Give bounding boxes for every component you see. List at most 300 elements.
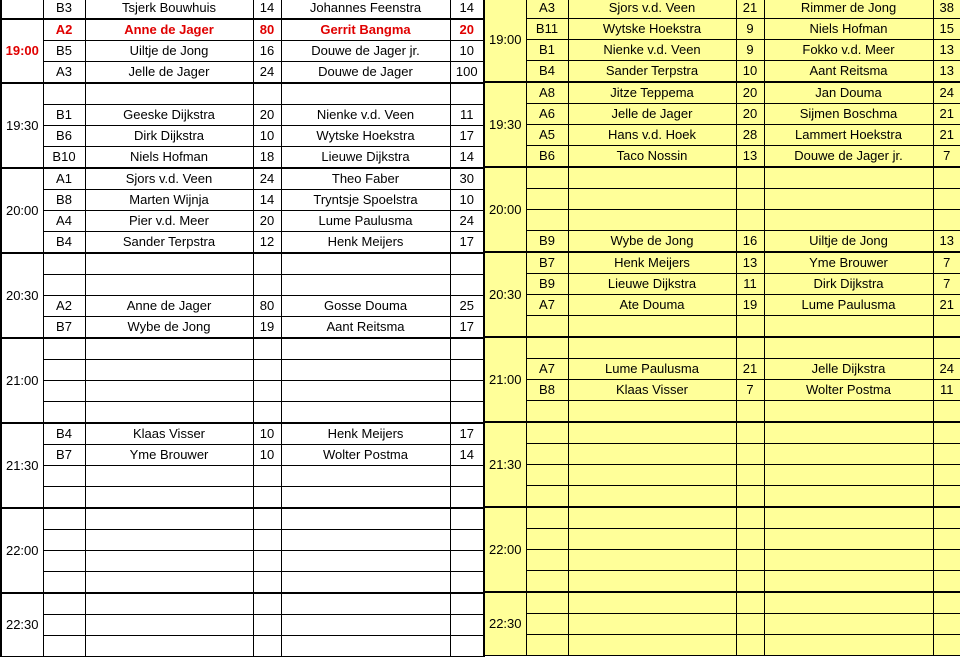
score2-cell bbox=[933, 167, 960, 189]
player1-cell: Klaas Visser bbox=[568, 380, 736, 401]
player1-cell: Wybe de Jong bbox=[85, 317, 253, 339]
score1-cell bbox=[736, 529, 764, 550]
court-cell bbox=[526, 422, 568, 444]
schedule-row bbox=[484, 295, 960, 316]
score2-cell: 21 bbox=[933, 295, 960, 316]
schedule-row bbox=[484, 231, 960, 253]
schedule-row bbox=[1, 338, 484, 360]
player1-cell bbox=[85, 508, 253, 530]
player2-cell bbox=[764, 550, 933, 571]
time-slot-cell: 19:00 bbox=[484, 0, 526, 82]
score2-cell: 13 bbox=[933, 61, 960, 83]
player2-cell: Lume Paulusma bbox=[281, 211, 450, 232]
schedule-row bbox=[1, 232, 484, 254]
player2-cell: Douwe de Jager jr. bbox=[281, 41, 450, 62]
court-cell bbox=[526, 210, 568, 231]
schedule-row bbox=[1, 508, 484, 530]
schedule-row bbox=[484, 104, 960, 125]
player1-cell bbox=[85, 83, 253, 105]
score2-cell bbox=[450, 487, 484, 509]
score2-cell bbox=[450, 551, 484, 572]
court-cell: A8 bbox=[526, 82, 568, 104]
player1-cell bbox=[85, 615, 253, 636]
schedule-row bbox=[484, 337, 960, 359]
player1-cell bbox=[85, 253, 253, 275]
player1-cell: Taco Nossin bbox=[568, 146, 736, 168]
player1-cell: Wybe de Jong bbox=[568, 231, 736, 253]
time-slot-cell: 22:00 bbox=[484, 507, 526, 592]
schedule-row bbox=[484, 61, 960, 83]
score1-cell bbox=[253, 593, 281, 615]
score1-cell bbox=[253, 381, 281, 402]
score2-cell bbox=[933, 422, 960, 444]
court-cell bbox=[43, 551, 85, 572]
player2-cell bbox=[281, 572, 450, 594]
score1-cell bbox=[736, 422, 764, 444]
score2-cell bbox=[933, 486, 960, 508]
player1-cell: Uiltje de Jong bbox=[85, 41, 253, 62]
player2-cell bbox=[764, 316, 933, 338]
score1-cell bbox=[736, 444, 764, 465]
score2-cell bbox=[933, 529, 960, 550]
player1-cell: Sander Terpstra bbox=[568, 61, 736, 83]
score2-cell: 100 bbox=[450, 62, 484, 84]
court-cell: B8 bbox=[43, 190, 85, 211]
court-cell: B7 bbox=[43, 445, 85, 466]
time-slot-cell: 21:00 bbox=[1, 338, 43, 423]
court-cell bbox=[526, 592, 568, 614]
player2-cell bbox=[764, 401, 933, 423]
court-cell bbox=[43, 381, 85, 402]
court-cell bbox=[43, 615, 85, 636]
score2-cell bbox=[933, 465, 960, 486]
time-slot-cell: 20:30 bbox=[1, 253, 43, 338]
score2-cell bbox=[933, 614, 960, 635]
schedule-row bbox=[484, 401, 960, 423]
schedule-row bbox=[1, 317, 484, 339]
schedule-row bbox=[1, 211, 484, 232]
schedule-row bbox=[484, 146, 960, 168]
score1-cell: 20 bbox=[736, 82, 764, 104]
court-cell: A3 bbox=[43, 62, 85, 84]
score1-cell: 10 bbox=[736, 61, 764, 83]
score1-cell bbox=[253, 572, 281, 594]
player1-cell: Tsjerk Bouwhuis bbox=[85, 0, 253, 19]
score1-cell: 11 bbox=[736, 274, 764, 295]
score2-cell: 24 bbox=[933, 359, 960, 380]
schedule-row bbox=[484, 125, 960, 146]
player2-cell: Niels Hofman bbox=[764, 19, 933, 40]
schedule-row bbox=[484, 422, 960, 444]
schedule-row bbox=[484, 571, 960, 593]
score1-cell: 24 bbox=[253, 168, 281, 190]
schedule-row bbox=[1, 41, 484, 62]
score2-cell bbox=[933, 189, 960, 210]
player1-cell: Yme Brouwer bbox=[85, 445, 253, 466]
score1-cell: 24 bbox=[253, 62, 281, 84]
player2-cell bbox=[764, 507, 933, 529]
schedule-row bbox=[484, 359, 960, 380]
score1-cell: 28 bbox=[736, 125, 764, 146]
score1-cell: 21 bbox=[736, 0, 764, 19]
court-cell: A4 bbox=[43, 211, 85, 232]
player1-cell bbox=[568, 614, 736, 635]
player2-cell bbox=[281, 636, 450, 657]
court-cell: B6 bbox=[526, 146, 568, 168]
score2-cell bbox=[450, 338, 484, 360]
player1-cell: Henk Meijers bbox=[568, 252, 736, 274]
player2-cell: Aant Reitsma bbox=[281, 317, 450, 339]
score1-cell bbox=[736, 592, 764, 614]
player2-cell bbox=[281, 402, 450, 424]
player1-cell bbox=[85, 338, 253, 360]
score2-cell: 24 bbox=[933, 82, 960, 104]
schedule-row bbox=[484, 486, 960, 508]
schedule-row bbox=[484, 82, 960, 104]
court-cell: A6 bbox=[526, 104, 568, 125]
schedule-row bbox=[1, 572, 484, 594]
right-schedule-table bbox=[483, 0, 960, 656]
score1-cell bbox=[736, 550, 764, 571]
schedule-row bbox=[1, 381, 484, 402]
schedule-row bbox=[484, 252, 960, 274]
court-cell: A3 bbox=[526, 0, 568, 19]
score2-cell bbox=[450, 615, 484, 636]
score1-cell bbox=[736, 167, 764, 189]
court-cell bbox=[526, 401, 568, 423]
court-cell bbox=[43, 253, 85, 275]
score1-cell: 80 bbox=[253, 296, 281, 317]
court-cell bbox=[43, 636, 85, 657]
time-slot-cell: 19:30 bbox=[484, 82, 526, 167]
court-cell: A2 bbox=[43, 296, 85, 317]
schedule-row bbox=[1, 105, 484, 126]
court-cell: B1 bbox=[526, 40, 568, 61]
score1-cell: 13 bbox=[736, 146, 764, 168]
player2-cell bbox=[281, 360, 450, 381]
player2-cell bbox=[764, 465, 933, 486]
schedule-row bbox=[484, 592, 960, 614]
time-slot-cell: 22:30 bbox=[1, 593, 43, 657]
score2-cell: 14 bbox=[450, 0, 484, 19]
score2-cell: 14 bbox=[450, 147, 484, 169]
player1-cell bbox=[85, 636, 253, 657]
score2-cell bbox=[933, 210, 960, 231]
score1-cell: 21 bbox=[736, 359, 764, 380]
player2-cell: Henk Meijers bbox=[281, 423, 450, 445]
schedule-row bbox=[1, 530, 484, 551]
court-cell: B8 bbox=[526, 380, 568, 401]
player1-cell bbox=[85, 593, 253, 615]
player2-cell: Lieuwe Dijkstra bbox=[281, 147, 450, 169]
score2-cell: 38 bbox=[933, 0, 960, 19]
score2-cell: 17 bbox=[450, 423, 484, 445]
court-cell: B9 bbox=[526, 274, 568, 295]
player1-cell bbox=[568, 444, 736, 465]
schedule-row bbox=[1, 593, 484, 615]
score1-cell bbox=[736, 486, 764, 508]
player2-cell bbox=[764, 592, 933, 614]
player2-cell: Uiltje de Jong bbox=[764, 231, 933, 253]
schedule-row bbox=[1, 62, 484, 84]
score2-cell: 24 bbox=[450, 211, 484, 232]
player2-cell: Theo Faber bbox=[281, 168, 450, 190]
player2-cell bbox=[764, 614, 933, 635]
schedule-row bbox=[1, 445, 484, 466]
player1-cell: Jelle de Jager bbox=[568, 104, 736, 125]
player1-cell bbox=[568, 210, 736, 231]
player1-cell: Anne de Jager bbox=[85, 19, 253, 41]
player2-cell bbox=[281, 551, 450, 572]
player1-cell bbox=[85, 487, 253, 509]
score1-cell: 12 bbox=[253, 232, 281, 254]
player2-cell bbox=[281, 253, 450, 275]
player1-cell: Jelle de Jager bbox=[85, 62, 253, 84]
score1-cell bbox=[253, 466, 281, 487]
schedule-row bbox=[1, 360, 484, 381]
time-slot-cell bbox=[1, 0, 43, 19]
player2-cell: Douwe de Jager bbox=[281, 62, 450, 84]
court-cell bbox=[43, 466, 85, 487]
score1-cell: 19 bbox=[736, 295, 764, 316]
player2-cell bbox=[281, 466, 450, 487]
score1-cell bbox=[253, 402, 281, 424]
score2-cell bbox=[450, 381, 484, 402]
player1-cell: Marten Wijnja bbox=[85, 190, 253, 211]
schedule-row bbox=[484, 19, 960, 40]
court-cell bbox=[43, 530, 85, 551]
time-slot-cell: 21:00 bbox=[484, 337, 526, 422]
court-cell bbox=[43, 83, 85, 105]
player1-cell bbox=[568, 189, 736, 210]
court-cell bbox=[526, 465, 568, 486]
player1-cell: Nienke v.d. Veen bbox=[568, 40, 736, 61]
schedule-row bbox=[484, 40, 960, 61]
player2-cell bbox=[764, 571, 933, 593]
player1-cell bbox=[85, 572, 253, 594]
score1-cell bbox=[736, 635, 764, 656]
score2-cell bbox=[450, 572, 484, 594]
score2-cell: 21 bbox=[933, 104, 960, 125]
player2-cell: Fokko v.d. Meer bbox=[764, 40, 933, 61]
schedule-row bbox=[484, 189, 960, 210]
score2-cell bbox=[933, 592, 960, 614]
court-cell: B5 bbox=[43, 41, 85, 62]
player2-cell bbox=[281, 530, 450, 551]
player2-cell bbox=[764, 635, 933, 656]
court-cell bbox=[526, 337, 568, 359]
court-cell bbox=[43, 508, 85, 530]
court-cell: B4 bbox=[43, 232, 85, 254]
court-cell bbox=[43, 360, 85, 381]
court-cell bbox=[43, 487, 85, 509]
court-cell bbox=[526, 529, 568, 550]
time-slot-cell: 20:00 bbox=[484, 167, 526, 252]
score1-cell bbox=[736, 507, 764, 529]
score1-cell bbox=[736, 465, 764, 486]
court-cell: B7 bbox=[526, 252, 568, 274]
player2-cell bbox=[764, 422, 933, 444]
player1-cell bbox=[568, 529, 736, 550]
score2-cell bbox=[450, 636, 484, 657]
score2-cell: 10 bbox=[450, 190, 484, 211]
schedule-row bbox=[1, 423, 484, 445]
player1-cell: Sander Terpstra bbox=[85, 232, 253, 254]
schedule-row bbox=[1, 275, 484, 296]
schedule-row bbox=[1, 466, 484, 487]
player2-cell: Jelle Dijkstra bbox=[764, 359, 933, 380]
player1-cell bbox=[85, 381, 253, 402]
court-cell: B1 bbox=[43, 105, 85, 126]
score1-cell bbox=[736, 316, 764, 338]
player2-cell bbox=[764, 529, 933, 550]
court-cell: A1 bbox=[43, 168, 85, 190]
player2-cell: Yme Brouwer bbox=[764, 252, 933, 274]
player2-cell bbox=[764, 337, 933, 359]
court-cell bbox=[43, 402, 85, 424]
player1-cell bbox=[568, 337, 736, 359]
score1-cell: 16 bbox=[736, 231, 764, 253]
player2-cell: Wolter Postma bbox=[764, 380, 933, 401]
player1-cell: Anne de Jager bbox=[85, 296, 253, 317]
schedule-row bbox=[484, 635, 960, 656]
player2-cell: Tryntsje Spoelstra bbox=[281, 190, 450, 211]
score1-cell: 7 bbox=[736, 380, 764, 401]
score2-cell: 7 bbox=[933, 252, 960, 274]
player2-cell: Lume Paulusma bbox=[764, 295, 933, 316]
score1-cell bbox=[736, 337, 764, 359]
player1-cell bbox=[568, 507, 736, 529]
score1-cell: 9 bbox=[736, 40, 764, 61]
player1-cell: Dirk Dijkstra bbox=[85, 126, 253, 147]
schedule-row bbox=[484, 507, 960, 529]
score2-cell: 15 bbox=[933, 19, 960, 40]
score2-cell: 25 bbox=[450, 296, 484, 317]
schedule-row bbox=[484, 210, 960, 231]
score1-cell bbox=[736, 571, 764, 593]
score2-cell: 13 bbox=[933, 231, 960, 253]
score1-cell: 20 bbox=[736, 104, 764, 125]
court-cell bbox=[43, 338, 85, 360]
court-cell bbox=[526, 635, 568, 656]
score2-cell bbox=[933, 507, 960, 529]
schedule-row bbox=[1, 0, 484, 19]
schedule-row bbox=[1, 168, 484, 190]
court-cell: A2 bbox=[43, 19, 85, 41]
score1-cell: 20 bbox=[253, 105, 281, 126]
player2-cell: Gerrit Bangma bbox=[281, 19, 450, 41]
player1-cell: Jitze Teppema bbox=[568, 82, 736, 104]
player1-cell bbox=[568, 465, 736, 486]
schedule-row bbox=[1, 126, 484, 147]
player1-cell bbox=[568, 486, 736, 508]
court-cell: B3 bbox=[43, 0, 85, 19]
score2-cell bbox=[933, 635, 960, 656]
score2-cell: 20 bbox=[450, 19, 484, 41]
player1-cell bbox=[568, 316, 736, 338]
score1-cell bbox=[253, 253, 281, 275]
score1-cell bbox=[253, 487, 281, 509]
score2-cell bbox=[450, 466, 484, 487]
score2-cell bbox=[450, 83, 484, 105]
player1-cell: Ate Douma bbox=[568, 295, 736, 316]
player2-cell: Sijmen Boschma bbox=[764, 104, 933, 125]
player1-cell: Niels Hofman bbox=[85, 147, 253, 169]
score2-cell: 14 bbox=[450, 445, 484, 466]
court-cell bbox=[526, 486, 568, 508]
score1-cell: 20 bbox=[253, 211, 281, 232]
score2-cell: 7 bbox=[933, 146, 960, 168]
player1-cell bbox=[85, 402, 253, 424]
score2-cell: 21 bbox=[933, 125, 960, 146]
schedule-row bbox=[1, 551, 484, 572]
player2-cell: Aant Reitsma bbox=[764, 61, 933, 83]
player1-cell bbox=[85, 530, 253, 551]
player1-cell: Sjors v.d. Veen bbox=[85, 168, 253, 190]
time-slot-cell: 21:30 bbox=[484, 422, 526, 507]
score2-cell bbox=[933, 401, 960, 423]
schedule-row bbox=[1, 19, 484, 41]
court-cell: B10 bbox=[43, 147, 85, 169]
schedule-row bbox=[484, 550, 960, 571]
score2-cell: 30 bbox=[450, 168, 484, 190]
score1-cell: 13 bbox=[736, 252, 764, 274]
court-cell bbox=[526, 550, 568, 571]
court-cell bbox=[526, 571, 568, 593]
score1-cell bbox=[736, 189, 764, 210]
score2-cell bbox=[450, 530, 484, 551]
score1-cell: 10 bbox=[253, 423, 281, 445]
court-cell bbox=[526, 444, 568, 465]
score1-cell bbox=[253, 83, 281, 105]
time-slot-cell: 21:30 bbox=[1, 423, 43, 508]
player1-cell: Geeske Dijkstra bbox=[85, 105, 253, 126]
score1-cell: 10 bbox=[253, 445, 281, 466]
score1-cell: 16 bbox=[253, 41, 281, 62]
score2-cell: 7 bbox=[933, 274, 960, 295]
schedule-row bbox=[484, 529, 960, 550]
player1-cell bbox=[568, 592, 736, 614]
court-cell bbox=[526, 316, 568, 338]
court-cell bbox=[43, 572, 85, 594]
score2-cell: 17 bbox=[450, 232, 484, 254]
player2-cell bbox=[764, 167, 933, 189]
schedule-row bbox=[1, 402, 484, 424]
schedule-row bbox=[484, 380, 960, 401]
court-cell bbox=[43, 275, 85, 296]
player1-cell: Pier v.d. Meer bbox=[85, 211, 253, 232]
score1-cell bbox=[253, 636, 281, 657]
score1-cell bbox=[253, 508, 281, 530]
player2-cell bbox=[281, 381, 450, 402]
player2-cell: Rimmer de Jong bbox=[764, 0, 933, 19]
score1-cell: 19 bbox=[253, 317, 281, 339]
player1-cell: Wytske Hoekstra bbox=[568, 19, 736, 40]
player1-cell bbox=[85, 551, 253, 572]
score2-cell bbox=[450, 360, 484, 381]
schedule-row bbox=[484, 614, 960, 635]
player1-cell bbox=[568, 550, 736, 571]
score2-cell: 13 bbox=[933, 40, 960, 61]
player1-cell: Klaas Visser bbox=[85, 423, 253, 445]
player2-cell bbox=[281, 593, 450, 615]
player2-cell: Wolter Postma bbox=[281, 445, 450, 466]
player2-cell bbox=[281, 83, 450, 105]
score2-cell bbox=[450, 402, 484, 424]
score1-cell bbox=[253, 530, 281, 551]
player2-cell bbox=[764, 444, 933, 465]
score1-cell bbox=[736, 210, 764, 231]
